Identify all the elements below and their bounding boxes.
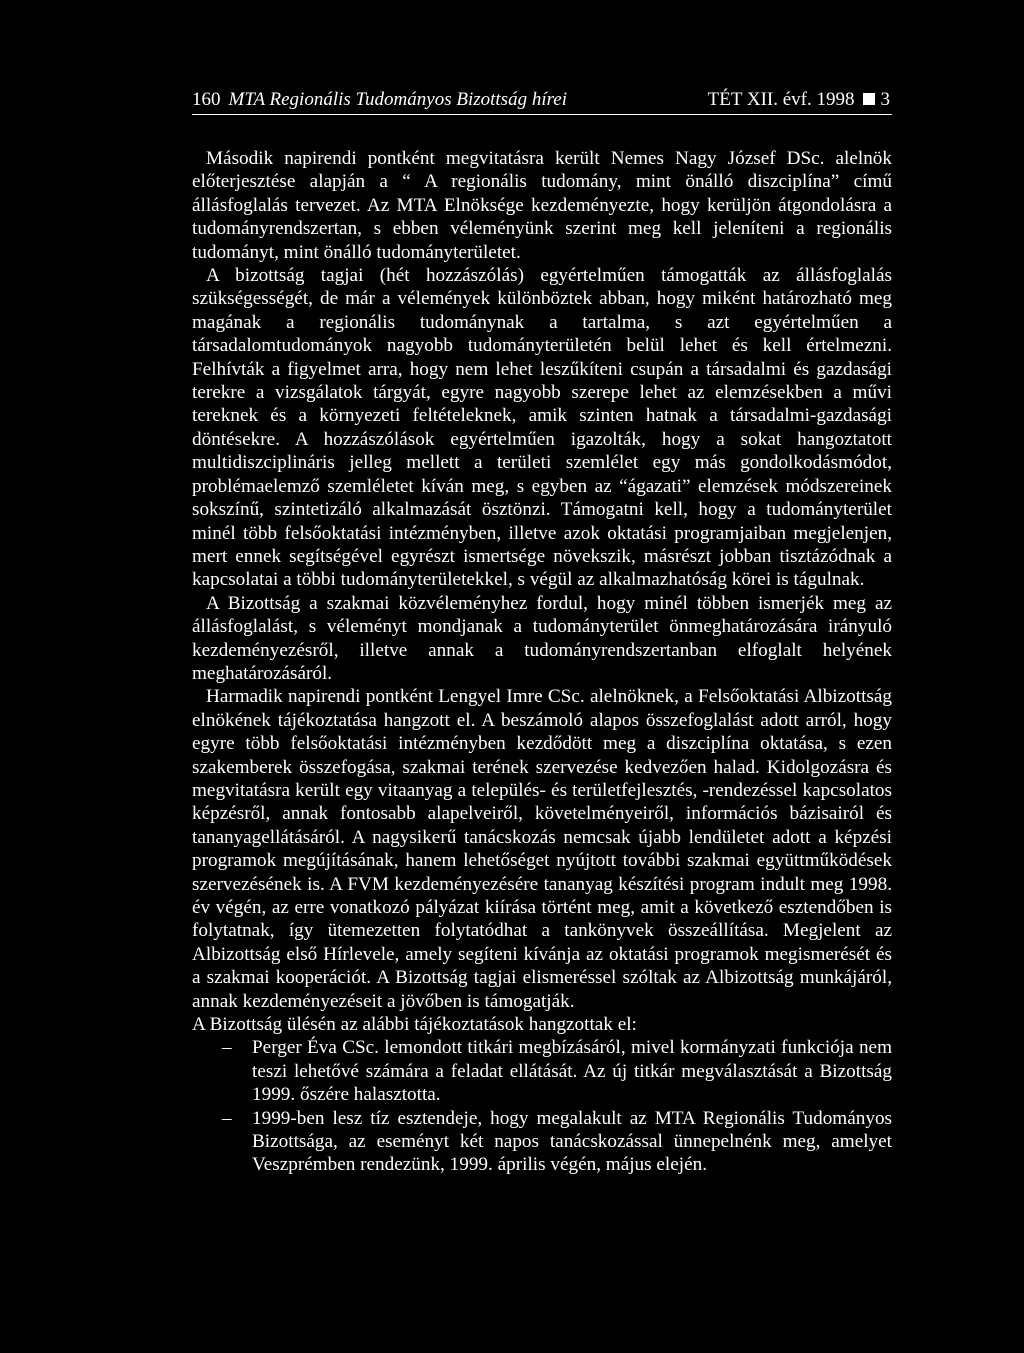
- article-body: [192, 147, 892, 1177]
- document-page: [192, 86, 892, 1177]
- announcement-list: [192, 1036, 892, 1176]
- list-item-text: 1999-ben lesz tíz esztendeje, hogy megalakult az MTA Regionális Tudományos Bizottsága, az eseményt két napos tanácskozással ünnepelnénk meg, amelyet Veszprémben rendezünk, 1999. április végén, május elején.: [252, 1107, 892, 1176]
- header-right: [708, 86, 890, 114]
- list-item: [192, 1036, 892, 1106]
- header-left: [192, 86, 567, 114]
- page-number: 160: [192, 89, 221, 110]
- issue-number: 3: [880, 89, 890, 110]
- paragraph: Harmadik napirendi pontként Lengyel Imre CSc. alelnöknek, a Felsőoktatási Albizottság elnökének tájékoztatása hangzott el. A beszámoló alapos összefoglalást adott arról, hogy egyre több felsőoktatási intézményben kezdődött meg a diszciplína oktatása, s ezen szakemberek összefogása, szakmai terének szervezése kedvezően halad. Kidolgozásra és megvitatásra került egy vitaanyag a település- és területfejlesztés, -rendezéssel kapcsolatos képzésről, annak fontosabb alapelveiről, követelményeiről, információs bázisairól és tananyagellátásáról. A nagysikerű tanácskozás nemcsak újabb lendületet adott a képzési programok megújításának, hanem lehetőséget nyújtott további szakmai együttműködések szervezésének is. A FVM kezdeményezésére tananyag készítési program indult meg 1998. év végén, az erre vonatkozó pályázat kiírása történt meg, amit a következő esztendőben is folytatnak, így ütemezetten folytatódhat a tankönyvek összeállítása. Megjelent az Albizottság első Hírlevele, amely segíteni kívánja az oktatási programok megismerését és a szakmai kooperációt. A Bizottság tagjai elismeréssel szóltak az Albizottság munkájáról, annak kezdeményezéseit a jövőben is támogatják.: [192, 686, 892, 1012]
- square-icon: [863, 93, 875, 105]
- dash-bullet: –: [222, 1037, 232, 1059]
- volume-label: TÉT XII. évf. 1998: [707, 89, 855, 110]
- list-item: [192, 1107, 892, 1177]
- paragraph: A Bizottság a szakmai közvéleményhez fordul, hogy minél többen ismerjék meg az állásfoglalást, s véleményt mondjanak a tudományterület önmeghatározására irányuló kezdeményezésről, illetve annak a tudományrendszertanban elfoglalt helyének meghatározásáról.: [192, 592, 892, 684]
- running-header: [192, 86, 892, 115]
- paragraph: Második napirendi pontként megvitatásra került Nemes Nagy József DSc. alelnök előterjesztése alapján a “ A regionális tudomány, mint önálló diszciplína” című állásfoglalás tervezet. Az MTA Elnöksége kezdeményezte, hogy kerüljön átgondolásra a tudományrendszertan, s ebben véleményünk szerint meg kell jeleníteni a regionális tudományt, mint önálló tudományterületet.: [192, 148, 892, 263]
- list-intro: A Bizottság ülésén az alábbi tájékoztatások hangzottak el:: [192, 1014, 637, 1036]
- list-item-text: Perger Éva CSc. lemondott titkári megbízásáról, mivel kormányzati funkciója nem teszi lehetővé számára a feladat ellátását. Az új titkár megválasztását a Bizottság 1999. őszére halasztotta.: [252, 1037, 892, 1106]
- dash-bullet: –: [222, 1107, 232, 1129]
- paragraph: A bizottság tagjai (hét hozzászólás) egyértelműen támogatták az állásfoglalás szükségességét, de már a vélemények különböztek abban, hogy miként határozható meg magának a regionális tudománynak a tartalma, s azt egyértelműen a társadalomtudományok nagyobb tudományterületén belül lehet és kell értelmezni. Felhívták a figyelmet arra, hogy nem lehet leszűkíteni csupán a társadalmi és gazdasági terekre a vizsgálatok tárgyát, egyre nagyobb szerepe lehet az elemzésekben a művi tereknek és a környezeti feltételeknek, amik szinten hatnak a társadalmi-gazdasági döntésekre. A hozzászólások egyértelműen igazolták, hogy a sokat hangoztatott multidiszciplináris jelleg mellett a területi szemlélet egy más gondolkodásmódot, problémaelemző szemléletet kíván meg, s egyben az “ágazati” elemzések módszereinek sokszínű, szintetizáló alkalmazását ösztönzi. Támogatni kell, hogy a tudományterület minél több felsőoktatási intézményben, illetve azok oktatási programjaiban megjelenjen, mert ennek segítségével egyrészt ismertsége növekszik, másrészt jobban tisztázódnak a kapcsolatai a többi tudományterületekkel, s végül az alkalmazhatóság körei is tágulnak.: [192, 265, 892, 591]
- journal-title: MTA Regionális Tudományos Bizottság hírei: [228, 89, 567, 110]
